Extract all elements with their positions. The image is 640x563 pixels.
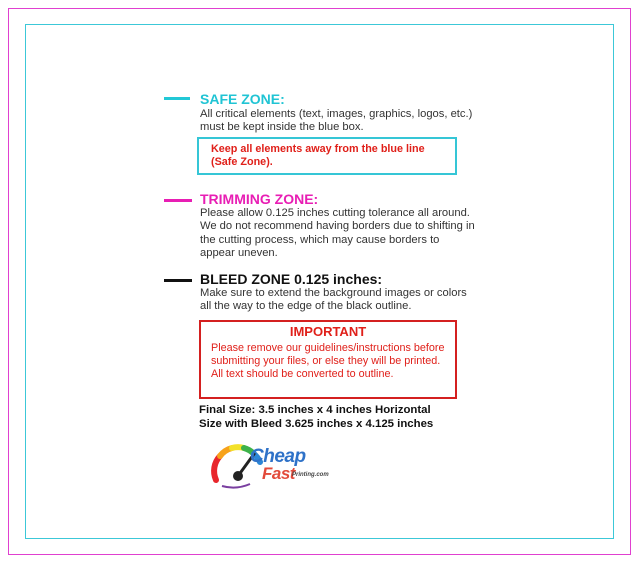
size-specs — [199, 404, 433, 431]
safe-zone-callout — [197, 137, 457, 175]
important-body — [211, 342, 451, 382]
important-notice-box — [199, 320, 457, 399]
bleed-zone-swatch — [164, 279, 192, 282]
safe-zone-line: must be kept inside the blue box. — [200, 121, 364, 134]
important-line: All text should be converted to outline. — [211, 368, 394, 381]
trimming-zone-line: We do not recommend having borders due to shifting in — [200, 220, 475, 233]
trimming-zone-line: appear uneven. — [200, 247, 278, 260]
bleed-zone-description — [200, 287, 490, 314]
bleed-size-text: Size with Bleed 3.625 inches x 4.125 inches — [199, 417, 434, 430]
bleed-zone-line: Make sure to extend the background images or colors — [200, 287, 467, 299]
trimming-zone-line: Please allow 0.125 inches cutting tolerance all around. — [200, 207, 470, 219]
trimming-zone-heading: TRIMMING ZONE: — [200, 191, 319, 207]
logo-word-fast: Fast — [262, 464, 295, 483]
company-logo — [210, 440, 329, 492]
safe-zone-heading: SAFE ZONE: — [200, 91, 285, 107]
important-line: submitting your files, or else they will be printed. — [211, 355, 441, 368]
final-size-text: Final Size: 3.5 inches x 4 inches Horizontal — [199, 404, 431, 416]
safe-zone-line: All critical elements (text, images, graphics, logos, etc.) — [200, 108, 473, 120]
safe-zone-description — [200, 108, 490, 135]
important-line: Please remove our guidelines/instructions before — [211, 342, 445, 354]
callout-line: Keep all elements away from the blue line — [211, 143, 425, 155]
bleed-zone-heading: BLEED ZONE 0.125 inches: — [200, 271, 383, 287]
bleed-zone-line: all the way to the edge of the black outline. — [200, 300, 412, 313]
trimming-zone-description — [200, 207, 500, 261]
trimming-zone-line: the cutting process, which may cause borders to — [200, 233, 440, 246]
logo-word-printing: Printing.com — [292, 472, 329, 478]
trimming-zone-swatch — [164, 199, 192, 202]
safe-zone-swatch — [164, 97, 190, 100]
important-title: IMPORTANT — [289, 324, 367, 339]
callout-line: (Safe Zone). — [211, 156, 273, 168]
safe-zone-callout-text — [211, 143, 451, 169]
logo-word-cheap: Cheap — [250, 446, 306, 467]
